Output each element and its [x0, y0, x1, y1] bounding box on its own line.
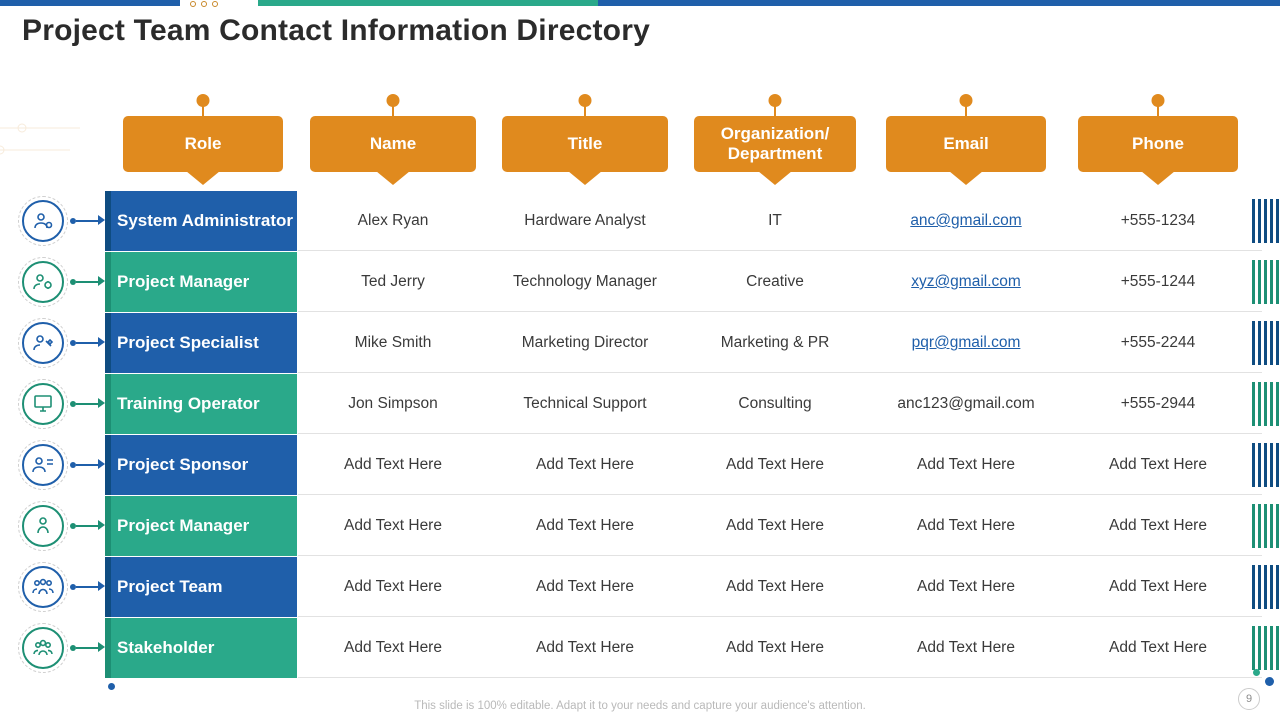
header-notch — [568, 171, 602, 185]
topbar-segment-blue-left — [0, 0, 180, 6]
phone-cell: Add Text Here — [1109, 456, 1207, 473]
row-connector — [70, 279, 105, 285]
header-notch — [186, 171, 220, 185]
column-header-phone-label: Phone — [1132, 134, 1184, 154]
title-cell: Add Text Here — [536, 578, 634, 595]
email-cell[interactable] — [876, 252, 1056, 312]
name-cell: Add Text Here — [344, 578, 442, 595]
organization-cell: Creative — [746, 273, 804, 290]
name-cell: Ted Jerry — [361, 273, 425, 290]
row-connector — [70, 523, 105, 529]
topbar-segment-teal — [258, 0, 598, 6]
column-header-name-label: Name — [369, 134, 417, 154]
email-cell: Add Text Here — [917, 517, 1015, 534]
title-cell: Technology Manager — [513, 273, 657, 290]
email-cell: anc123@gmail.com — [897, 395, 1035, 412]
row-edge-marks — [1250, 557, 1280, 617]
row-edge-marks — [1250, 435, 1280, 495]
row-connector — [70, 218, 105, 224]
column-header-organization-line2: Department — [727, 144, 823, 163]
title-cell: Marketing Director — [521, 334, 649, 351]
title-cell: Hardware Analyst — [524, 212, 646, 229]
name-cell: Add Text Here — [344, 639, 442, 656]
header-stem — [774, 106, 776, 116]
title-cell: Technical Support — [523, 395, 647, 412]
table-row — [0, 252, 1280, 312]
table-row — [0, 374, 1280, 434]
user-tools-icon — [18, 318, 68, 368]
header-stem — [584, 106, 586, 116]
sponsor-icon — [18, 440, 68, 490]
table-row — [0, 618, 1280, 678]
role-cell — [105, 374, 297, 434]
name-cell: Mike Smith — [354, 334, 432, 351]
role-cell — [105, 191, 297, 251]
title-cell: Add Text Here — [536, 456, 634, 473]
email-link[interactable]: xyz@gmail.com — [911, 273, 1021, 290]
row-connector — [70, 340, 105, 346]
column-header-title — [502, 116, 668, 172]
role-cell — [105, 252, 297, 312]
column-header-email — [886, 116, 1046, 172]
topbar-segment-blue-right — [598, 0, 1280, 6]
table-row — [0, 557, 1280, 617]
email-link[interactable]: pqr@gmail.com — [911, 334, 1021, 351]
email-cell[interactable] — [876, 313, 1056, 373]
role-label: Training Operator — [117, 393, 260, 413]
header-notch — [949, 171, 983, 185]
organization-cell: Add Text Here — [726, 578, 824, 595]
phone-cell: +555-1244 — [1120, 273, 1196, 290]
email-cell: Add Text Here — [917, 578, 1015, 595]
phone-cell: +555-2944 — [1120, 395, 1196, 412]
decorative-dot-blue — [1265, 677, 1274, 686]
email-cell[interactable] — [876, 191, 1056, 251]
row-connector — [70, 462, 105, 468]
role-label: System Administrator — [117, 210, 294, 230]
organization-cell: Add Text Here — [726, 639, 824, 656]
role-cell — [105, 496, 297, 556]
role-label: Project Manager — [117, 271, 250, 291]
header-stem — [1157, 106, 1159, 116]
row-connector — [70, 645, 105, 651]
role-cell — [105, 435, 297, 495]
column-header-title-label: Title — [567, 134, 603, 154]
user-settings-icon — [18, 196, 68, 246]
role-label: Project Sponsor — [117, 454, 249, 474]
header-notch — [1141, 171, 1175, 185]
page-number: 9 — [1238, 688, 1260, 710]
header-stem — [202, 106, 204, 116]
three-dots-icon — [190, 0, 250, 8]
email-link[interactable]: anc@gmail.com — [910, 212, 1022, 229]
row-connector — [70, 401, 105, 407]
row-edge-marks — [1250, 313, 1280, 373]
header-notch — [758, 171, 792, 185]
organization-cell: IT — [768, 212, 782, 229]
trainer-icon — [18, 379, 68, 429]
phone-cell: Add Text Here — [1109, 639, 1207, 656]
decorative-dot-green — [1253, 669, 1260, 676]
table-row — [0, 313, 1280, 373]
top-decorative-bar — [0, 0, 1280, 6]
column-header-name — [310, 116, 476, 172]
table-row — [0, 191, 1280, 251]
table-row — [0, 496, 1280, 556]
column-header-organization-line1: Organization/ — [720, 124, 830, 144]
phone-cell: Add Text Here — [1109, 517, 1207, 534]
row-edge-marks — [1250, 374, 1280, 434]
footer-note: This slide is 100% editable. Adapt it to your needs and capture your audience's attention. — [414, 700, 866, 712]
phone-cell: +555-1234 — [1120, 212, 1196, 229]
row-edge-marks — [1250, 191, 1280, 251]
phone-cell: Add Text Here — [1109, 578, 1207, 595]
page-title: Project Team Contact Information Directory — [22, 14, 650, 47]
header-stem — [965, 106, 967, 116]
phone-cell: +555-2244 — [1120, 334, 1196, 351]
name-cell: Add Text Here — [344, 517, 442, 534]
organization-cell: Add Text Here — [726, 456, 824, 473]
column-header-role — [123, 116, 283, 172]
role-label: Project Manager — [117, 515, 250, 535]
column-header-email-label: Email — [943, 134, 989, 154]
row-connector — [70, 584, 105, 590]
role-label: Stakeholder — [117, 637, 215, 657]
role-cell — [105, 557, 297, 617]
column-header-role-label: Role — [184, 134, 222, 154]
name-cell: Alex Ryan — [357, 212, 429, 229]
column-header-organization — [694, 116, 856, 172]
role-label: Project Team — [117, 576, 223, 596]
role-cell — [105, 313, 297, 373]
role-cell — [105, 618, 297, 678]
decorative-dot-bottom-left — [108, 683, 115, 690]
row-edge-marks — [1250, 252, 1280, 312]
organization-cell: Add Text Here — [726, 517, 824, 534]
organization-cell: Consulting — [738, 395, 812, 412]
column-header-phone — [1078, 116, 1238, 172]
row-edge-marks — [1250, 496, 1280, 556]
manager-icon — [18, 501, 68, 551]
header-notch — [376, 171, 410, 185]
organization-cell: Marketing & PR — [720, 334, 830, 351]
stakeholder-icon — [18, 623, 68, 673]
name-cell: Add Text Here — [344, 456, 442, 473]
title-cell: Add Text Here — [536, 517, 634, 534]
email-cell: Add Text Here — [917, 456, 1015, 473]
email-cell: Add Text Here — [917, 639, 1015, 656]
header-stem — [392, 106, 394, 116]
team-icon — [18, 562, 68, 612]
table-row — [0, 435, 1280, 495]
user-gear-icon — [18, 257, 68, 307]
name-cell: Jon Simpson — [348, 395, 438, 412]
title-cell: Add Text Here — [536, 639, 634, 656]
role-label: Project Specialist — [117, 332, 259, 352]
